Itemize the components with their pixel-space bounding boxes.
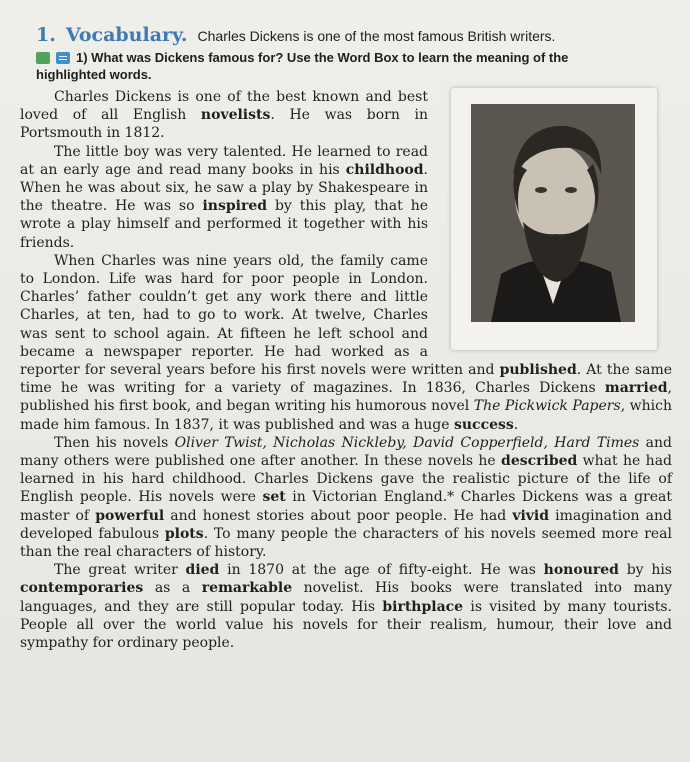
highlighted-word: inspired xyxy=(202,198,268,215)
text-run: as a xyxy=(143,580,202,597)
text-run: in 1870 at the age of fifty-eight. He was xyxy=(219,562,544,579)
text-run: novelist. His books were translated into many languages, and they are still popular today. His xyxy=(20,580,672,615)
highlighted-word: birthplace xyxy=(382,598,464,615)
text-run: . To many people the characters of his novels seemed more real than the real characters of history. xyxy=(20,525,673,561)
text-run: . At the same time he was writing for a variety of magazines. In 1836, Charles Dickens xyxy=(20,362,673,397)
highlighted-word: published xyxy=(499,362,577,379)
highlighted-word: powerful xyxy=(95,507,165,524)
audio-icon xyxy=(36,52,50,64)
highlighted-word: honoured xyxy=(543,562,619,579)
text-run: by this play, that he wrote a play himself and performed it together with his friends. xyxy=(20,198,428,251)
text-run: . xyxy=(513,416,519,433)
paragraph-p4 xyxy=(20,434,672,561)
task-line-1: 1) What was Dickens famous for? Use the Word Box to learn the meaning of the xyxy=(76,50,569,65)
text-run: The great writer xyxy=(54,562,186,579)
highlighted-word: vivid xyxy=(512,507,550,524)
text-run: is visited by many tourists. People all over the world value his novels for their realism, humour, their love and sympathy for ordinary people. xyxy=(20,598,672,652)
text-run: Then his novels xyxy=(54,434,175,451)
text-run: , which made him famous. In 1837, it was published and was a huge xyxy=(20,398,672,433)
article-body xyxy=(20,88,672,652)
book-icon xyxy=(56,52,70,64)
text-run: by his xyxy=(618,562,672,579)
portrait-space xyxy=(428,88,672,358)
section-title: Vocabulary. xyxy=(65,24,188,46)
highlighted-word: novelists xyxy=(200,107,271,124)
highlighted-word: married xyxy=(604,380,668,397)
text-run: When Charles was nine years old, the family came to London. Life was hard for poor people in London. Charles’ father couldn’t get any work there and little Charles, at ten, had to go to work. At twelve, Charles was sent to school again. At fifteen he left school and became a newspaper reporter. He had worked as a reporter for several years before his first novels were written and xyxy=(20,252,500,379)
text-run: in Victorian England.* Charles Dickens was a great master of xyxy=(20,489,672,524)
text-run: , published his first book, and began writing his humorous novel xyxy=(20,380,672,415)
highlighted-word: set xyxy=(262,489,286,506)
text-run: imagination and developed fabulous xyxy=(20,507,672,542)
task-line-2: highlighted words. xyxy=(36,67,152,82)
highlighted-word: died xyxy=(185,562,220,579)
intro-sentence: Charles Dickens is one of the most famous British writers. xyxy=(197,28,556,44)
text-run: . He was born in Portsmouth in 1812. xyxy=(20,107,428,142)
task-instruction xyxy=(36,50,672,65)
text-run: The little boy was very talented. He learned to read at an early age and read many books in his xyxy=(20,143,428,178)
text-run: . When he was about six, he saw a play by Shakespeare in the theatre. He was so xyxy=(20,161,428,215)
text-run: and honest stories about poor people. He had xyxy=(164,507,513,524)
text-run: Charles Dickens is one of the best known and best loved of all English xyxy=(20,89,428,124)
text-run: what he had learned in his hard childhood. Charles Dickens gave the realistic picture of the life of English people. His novels were xyxy=(20,453,672,506)
highlighted-word: contemporaries xyxy=(20,580,144,597)
exercise-header xyxy=(36,24,672,65)
highlighted-word: success xyxy=(453,416,514,433)
paragraph-p5 xyxy=(20,561,672,652)
book-title: Oliver Twist, Nicholas Nickleby, David Copperfield, Hard Times xyxy=(174,434,640,451)
book-title: The Pickwick Papers xyxy=(473,398,621,415)
article-flow xyxy=(20,88,672,652)
text-run: and many others were published one after another. In these novels he xyxy=(20,434,672,470)
highlighted-word: described xyxy=(501,453,578,470)
highlighted-word: remarkable xyxy=(201,580,293,597)
highlighted-word: childhood xyxy=(345,161,424,178)
highlighted-word: plots xyxy=(164,525,204,542)
title-row xyxy=(36,24,672,46)
section-number: 1. xyxy=(36,24,56,46)
